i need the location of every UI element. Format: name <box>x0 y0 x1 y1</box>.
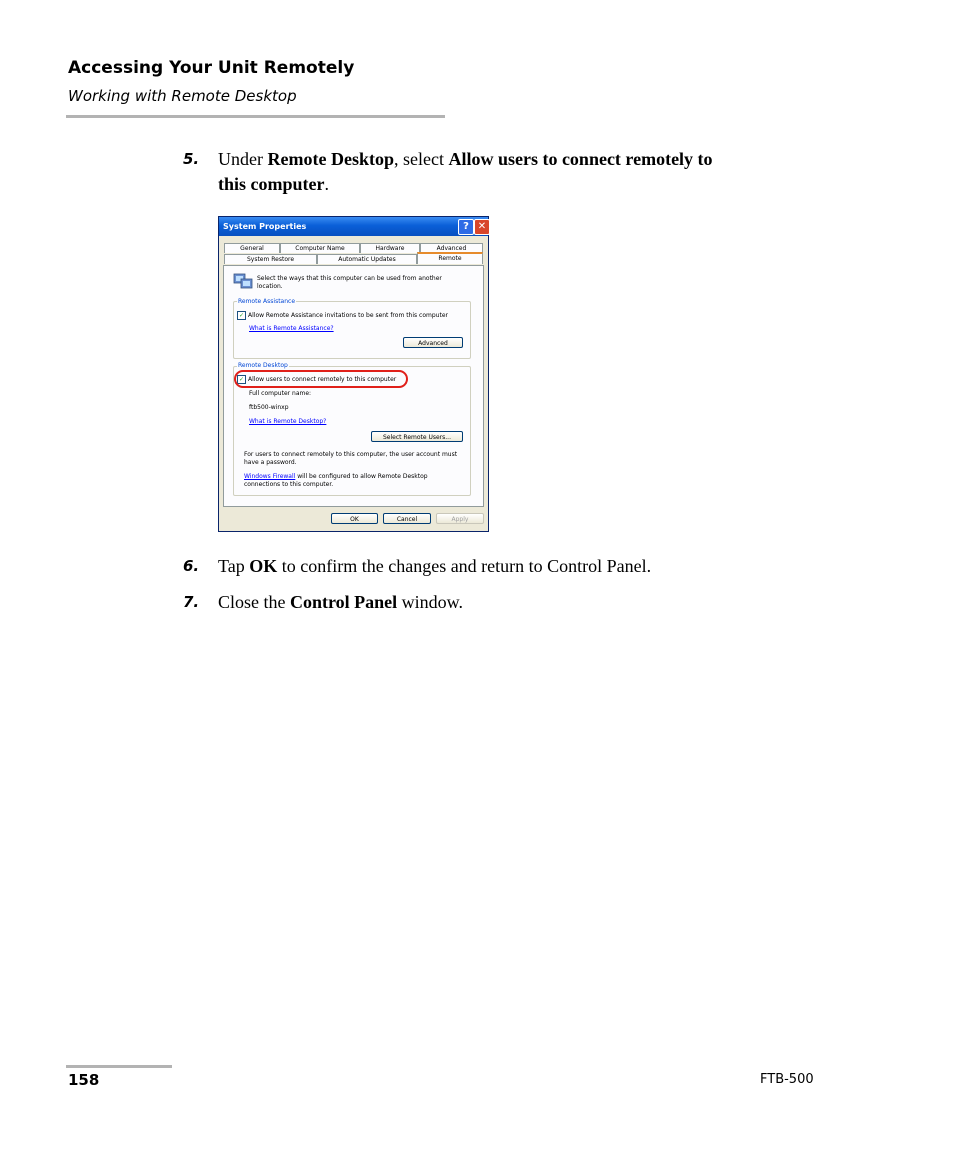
step-number: 5. <box>183 150 200 168</box>
password-note-line1: For users to connect remotely to this computer, the user account must <box>244 451 458 458</box>
firewall-note-line1: Windows Firewall will be configured to allow Remote Desktop <box>244 473 428 480</box>
step-text: Tap OK to confirm the changes and return to Control Panel. <box>218 556 652 576</box>
tab-computer-name[interactable]: Computer Name <box>280 243 360 253</box>
step-text: Under Remote Desktop, select Allow users to connect remotely to this computer. <box>218 149 713 194</box>
remote-desktop-help-link[interactable]: What is Remote Desktop? <box>249 418 327 425</box>
step-number: 7. <box>183 593 200 611</box>
remote-assistance-checkbox-label[interactable]: Allow Remote Assistance invitations to be sent from this computer <box>248 312 448 319</box>
footer-divider <box>66 1065 172 1068</box>
step-text: Close the Control Panel window. <box>218 592 464 612</box>
tab-system-restore[interactable]: System Restore <box>224 254 317 264</box>
remote-assistance-label: Remote Assistance <box>238 298 296 305</box>
windows-firewall-link[interactable]: Windows Firewall <box>244 473 296 480</box>
tab-general[interactable]: General <box>224 243 280 253</box>
ok-button[interactable]: OK <box>331 513 378 524</box>
section-subtitle: Working with Remote Desktop <box>68 87 297 105</box>
remote-desktop-label: Remote Desktop <box>238 362 288 369</box>
computer-name-value: ftb500-winxp <box>249 404 289 411</box>
password-note-line2: have a password. <box>244 459 297 466</box>
tab-remote[interactable]: Remote <box>417 252 483 264</box>
select-remote-users-button[interactable]: Select Remote Users... <box>371 431 463 442</box>
intro-text-line2: location. <box>257 283 283 290</box>
header-divider <box>66 115 445 118</box>
system-properties-dialog <box>218 216 489 532</box>
remote-assistance-checkbox[interactable]: ✓ <box>238 312 245 319</box>
remote-tab-panel <box>223 265 484 507</box>
remote-desktop-checkbox-label[interactable]: Allow users to connect remotely to this computer <box>248 376 397 383</box>
tab-automatic-updates[interactable]: Automatic Updates <box>317 254 417 264</box>
tab-hardware[interactable]: Hardware <box>360 243 420 253</box>
section-title: Accessing Your Unit Remotely <box>68 58 355 78</box>
remote-assistance-help-link[interactable]: What is Remote Assistance? <box>249 325 334 332</box>
dialog-title: System Properties <box>223 222 307 231</box>
tab-advanced[interactable]: Advanced <box>420 243 483 253</box>
highlight-circle <box>234 370 408 388</box>
firewall-note-line2: connections to this computer. <box>244 481 334 488</box>
step-number: 6. <box>183 557 200 575</box>
help-icon[interactable]: ? <box>458 219 474 235</box>
intro-text-line1: Select the ways that this computer can be used from another <box>257 275 442 282</box>
remote-desktop-checkbox[interactable]: ✓ <box>238 376 245 383</box>
advanced-button[interactable]: Advanced <box>403 337 463 348</box>
product-name: FTB-500 <box>760 1072 814 1087</box>
close-icon[interactable]: ✕ <box>474 219 490 235</box>
apply-button: Apply <box>436 513 484 524</box>
computer-icon <box>233 272 253 290</box>
page-number: 158 <box>68 1071 100 1089</box>
full-computer-name-label: Full computer name: <box>249 390 312 397</box>
cancel-button[interactable]: Cancel <box>383 513 431 524</box>
dialog-titlebar <box>219 217 488 236</box>
